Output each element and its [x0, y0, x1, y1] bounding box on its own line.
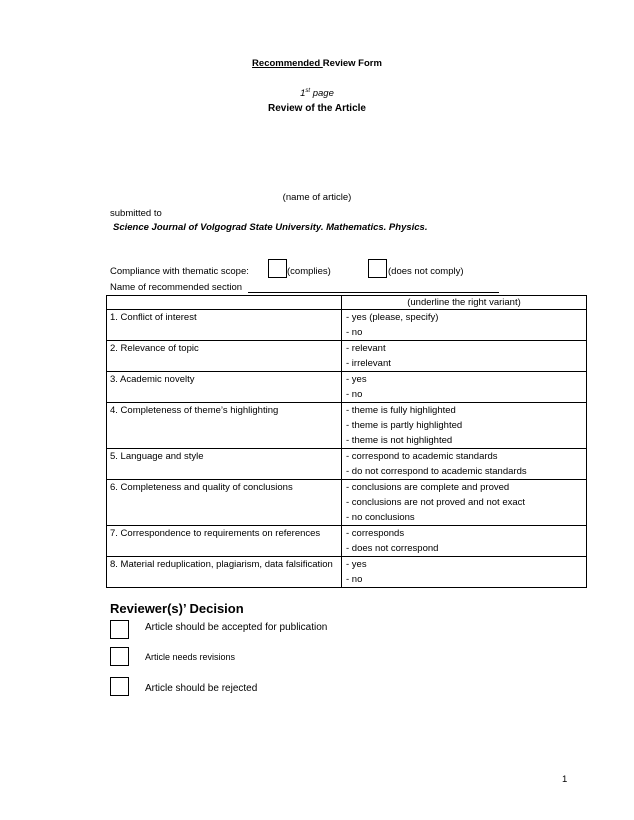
table-row: [107, 403, 587, 449]
options-cell: [342, 341, 587, 372]
form-title: [0, 58, 634, 69]
option-item[interactable]: - conclusions are complete and proved: [346, 482, 510, 493]
criterion-cell: 7. Correspondence to requirements on references: [107, 526, 342, 557]
option-item[interactable]: - yes: [346, 559, 367, 570]
options-cell: [342, 449, 587, 480]
review-table: [106, 295, 587, 588]
table-row: [107, 310, 587, 341]
table-row: [107, 341, 587, 372]
options-cell: [342, 403, 587, 449]
criterion-cell: 2. Relevance of topic: [107, 341, 342, 372]
options-cell: [342, 480, 587, 526]
journal-name: Science Journal of Volgograd State University. Mathematics. Physics.: [113, 222, 428, 233]
criterion-cell: 4. Completeness of theme’s highlighting: [107, 403, 342, 449]
table-row: [107, 372, 587, 403]
page-number: 1: [562, 774, 568, 785]
accept-checkbox[interactable]: [110, 620, 129, 639]
option-item[interactable]: - no conclusions: [346, 512, 415, 523]
section-input-line[interactable]: [248, 292, 499, 293]
options-cell: [342, 557, 587, 588]
reject-label: Article should be rejected: [145, 683, 258, 694]
not-comply-label: (does not comply): [388, 266, 464, 277]
page-label: [0, 88, 634, 99]
criterion-cell: 6. Completeness and quality of conclusions: [107, 480, 342, 526]
submitted-to-label: submitted to: [110, 208, 162, 219]
revisions-checkbox[interactable]: [110, 647, 129, 666]
section-label: Name of recommended section: [110, 282, 243, 293]
form-title-rest: Review Form: [322, 58, 382, 69]
option-item[interactable]: - irrelevant: [346, 358, 391, 369]
criterion-cell: 1. Conflict of interest: [107, 310, 342, 341]
page-label-number: 1: [300, 88, 306, 100]
options-cell: [342, 310, 587, 341]
option-item[interactable]: - theme is fully highlighted: [346, 405, 456, 416]
reject-checkbox[interactable]: [110, 677, 129, 696]
table-row: [107, 449, 587, 480]
decision-title: Reviewer(s)’ Decision: [110, 601, 244, 616]
options-cell: [342, 526, 587, 557]
option-item[interactable]: - relevant: [346, 343, 386, 354]
option-item[interactable]: - correspond to academic standards: [346, 451, 498, 462]
page-label-word: page: [310, 88, 334, 100]
option-item[interactable]: - do not correspond to academic standards: [346, 466, 527, 477]
option-item[interactable]: - does not correspond: [346, 543, 439, 554]
name-of-article-caption: (name of article): [282, 192, 352, 203]
accept-label: Article should be accepted for publication: [145, 622, 328, 633]
option-item[interactable]: - conclusions are not proved and not exact: [346, 497, 526, 508]
option-item[interactable]: - no: [346, 389, 363, 400]
article-heading: Review of the Article: [268, 103, 366, 114]
criterion-cell: 8. Material reduplication, plagiarism, data falsification: [107, 557, 342, 588]
scope-label: Compliance with thematic scope:: [110, 266, 249, 277]
option-item[interactable]: - yes: [346, 374, 367, 385]
options-cell: [342, 372, 587, 403]
table-header-note: (underline the right variant): [342, 296, 587, 310]
criterion-cell: 5. Language and style: [107, 449, 342, 480]
page-label-sup: st: [305, 88, 311, 94]
option-item[interactable]: - no: [346, 574, 363, 585]
complies-checkbox[interactable]: [268, 259, 287, 278]
option-item[interactable]: - yes (please, specify): [346, 312, 439, 323]
table-row: [107, 480, 587, 526]
complies-label: (complies): [287, 266, 331, 277]
table-row: [107, 557, 587, 588]
revisions-label: Article needs revisions: [145, 652, 236, 662]
not-comply-checkbox[interactable]: [368, 259, 387, 278]
form-title-underlined: Recommended: [252, 58, 323, 69]
criterion-cell: 3. Academic novelty: [107, 372, 342, 403]
option-item[interactable]: - theme is partly highlighted: [346, 420, 463, 431]
option-item[interactable]: - no: [346, 327, 363, 338]
option-item[interactable]: - corresponds: [346, 528, 405, 539]
option-item[interactable]: - theme is not highlighted: [346, 435, 453, 446]
table-row: [107, 526, 587, 557]
table-header-empty: [107, 296, 342, 310]
table-header-row: [107, 296, 587, 310]
